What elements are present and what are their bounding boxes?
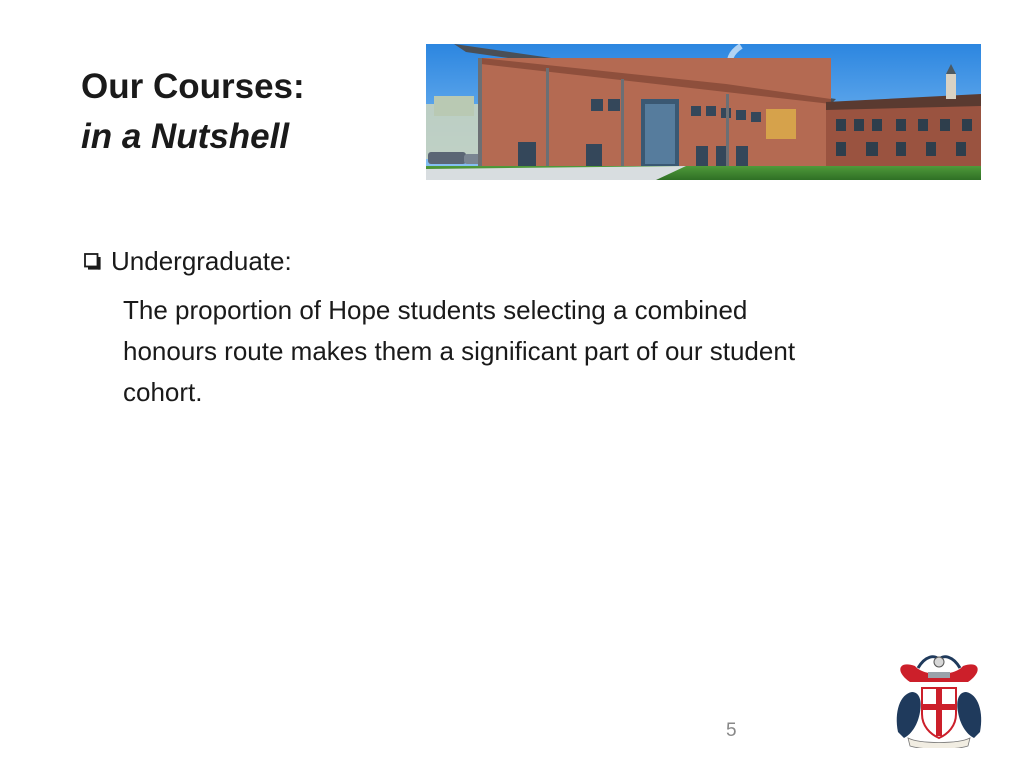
bullet-undergraduate (84, 244, 292, 278)
checkbox-icon (84, 253, 101, 270)
body-paragraph: The proportion of Hope students selecting a combined honours route makes them a significant part of our student cohort. (123, 295, 796, 407)
university-crest-icon (890, 652, 988, 748)
slide-title (81, 62, 305, 162)
slide-subtitle-line2: in a Nutshell (81, 117, 290, 156)
slide-title-line1: Our Courses: (81, 67, 305, 106)
page-number: 5 (726, 720, 737, 741)
bullet-label: Undergraduate: (111, 246, 292, 276)
campus-building-image (426, 44, 981, 180)
